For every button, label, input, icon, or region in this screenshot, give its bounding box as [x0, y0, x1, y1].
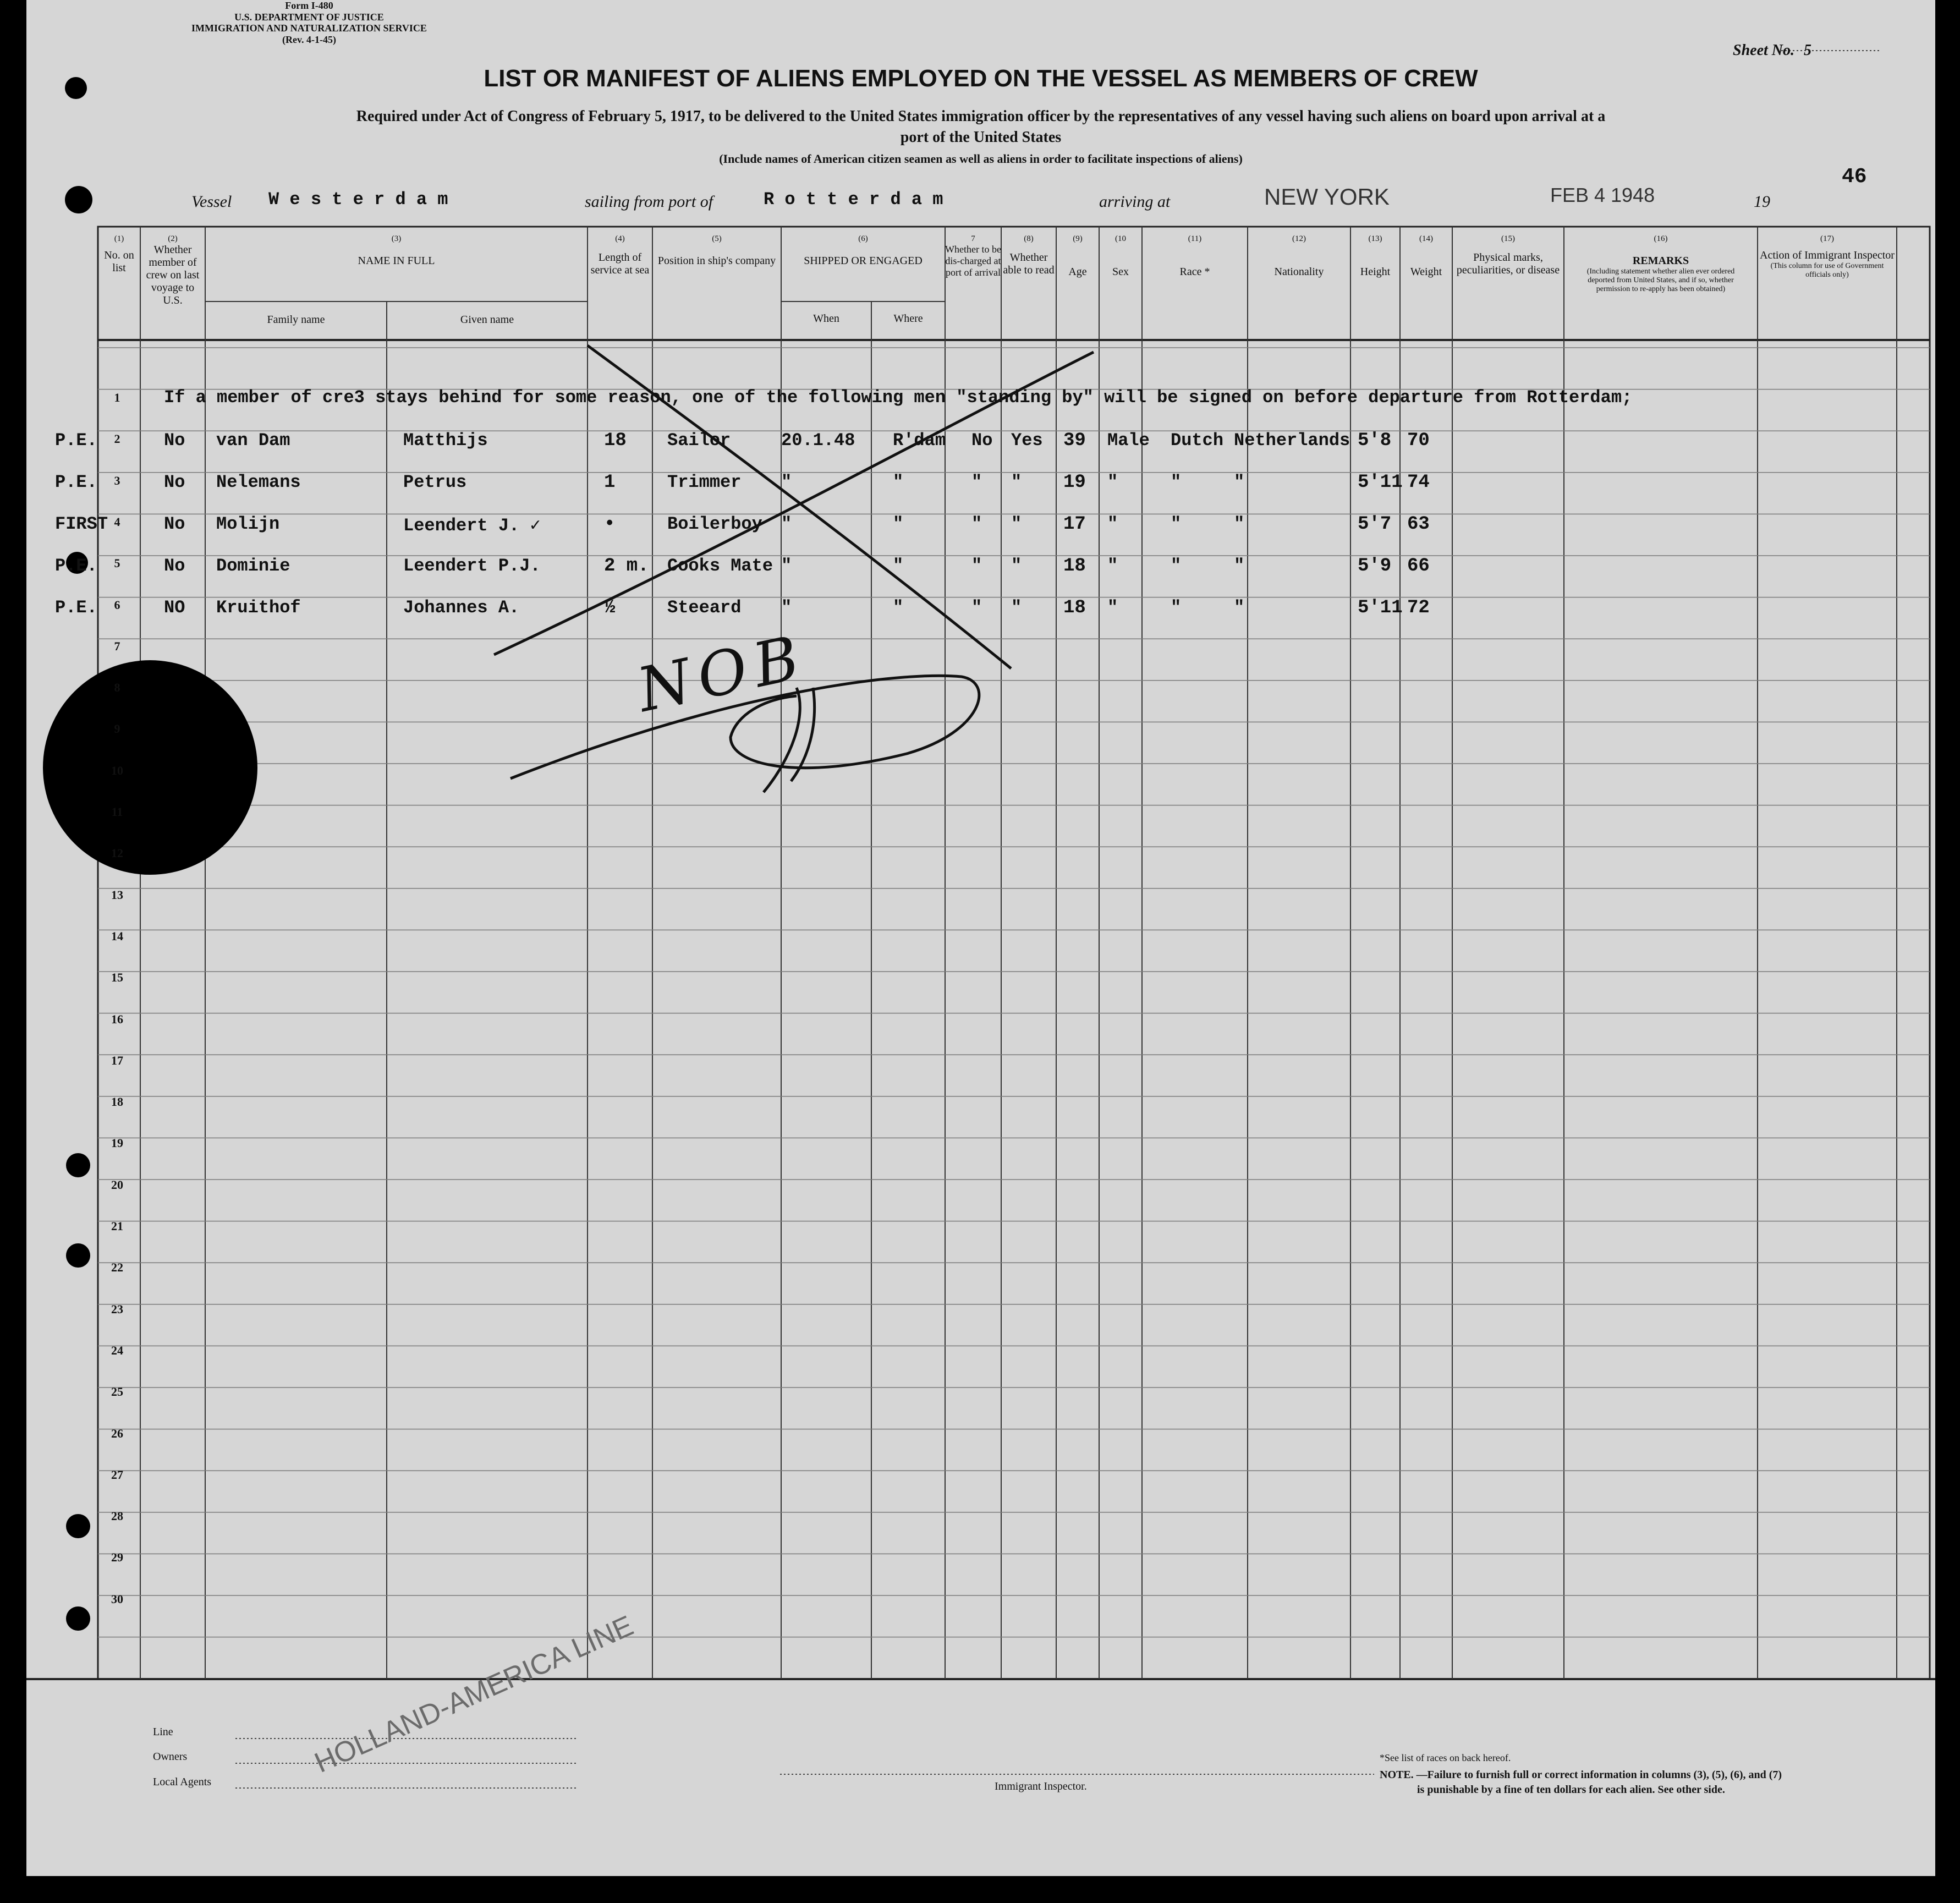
crew-discharge: ": [971, 597, 982, 618]
punch-hole: [66, 1606, 90, 1631]
punch-hole: [66, 1153, 90, 1177]
crew-service-length: ½: [604, 597, 616, 618]
crew-prev-voyage: No: [164, 556, 185, 576]
crew-age: 19: [1063, 472, 1086, 493]
col-6-number: (6): [858, 234, 868, 243]
row-number: 24: [111, 1343, 123, 1357]
row-number: 12: [111, 846, 123, 860]
crew-prev-voyage: No: [164, 514, 185, 534]
row-number: 17: [111, 1053, 123, 1067]
crew-weight: 63: [1407, 514, 1430, 535]
col-remarks: REMARKS: [1632, 255, 1689, 267]
sheet-number: 5: [1804, 42, 1811, 59]
crew-able-to-read: ": [1011, 472, 1022, 492]
row-number: 26: [111, 1426, 123, 1440]
footer-agents-label: Local Agents: [153, 1776, 212, 1788]
row-number: 6: [114, 597, 120, 612]
crew-race: Dutch: [1171, 430, 1224, 451]
col-sex: Sex: [1112, 266, 1129, 278]
crew-weight: 66: [1407, 556, 1430, 577]
col-15-number: (15): [1501, 234, 1515, 243]
crew-weight: 70: [1407, 430, 1430, 451]
crew-family-name: Molijn: [216, 514, 280, 534]
crew-height: 5'7: [1358, 514, 1392, 535]
crew-nationality: ": [1234, 472, 1245, 492]
form-number: Form I-480: [285, 0, 333, 11]
crew-height: 5'8: [1358, 430, 1392, 451]
crew-service-length: 18: [604, 430, 627, 451]
crew-height: 5'9: [1358, 556, 1392, 577]
page-number: 46: [1842, 165, 1867, 189]
col-when: When: [813, 312, 839, 325]
crew-nationality: Netherlands: [1234, 430, 1350, 451]
col-10-number: (10: [1115, 234, 1126, 243]
crew-shipped-where: ": [893, 514, 904, 534]
crew-position: Cooks Mate: [667, 556, 773, 576]
crew-height: 5'11: [1358, 597, 1403, 618]
sheet-label: Sheet No.: [1733, 42, 1794, 59]
crew-shipped-when: 20.1.48: [781, 430, 855, 451]
header-line-3: (Include names of American citizen seamen as well as aliens in order to facilitate inspections of aliens): [719, 152, 1243, 166]
crew-able-to-read: Yes: [1011, 430, 1043, 451]
col-where: Where: [893, 312, 923, 325]
crew-position: Steeard: [667, 597, 742, 618]
col-3-number: (3): [391, 234, 402, 243]
row-number: 21: [111, 1219, 123, 1233]
standing-by-note: If a member of cre3 stays behind for some reason, one of the following men "standing by" will be signed on before departure from Rotterdam;: [164, 387, 1633, 408]
crew-height: 5'11: [1358, 472, 1403, 493]
crew-row-tag: P.E.: [55, 556, 97, 576]
col-5-number: (5): [712, 234, 722, 243]
crew-sex: Male: [1107, 430, 1150, 451]
col-12-number: (12): [1292, 234, 1306, 243]
row-number: 27: [111, 1467, 123, 1482]
crew-discharge: No: [971, 430, 993, 451]
row-number: 18: [111, 1095, 123, 1109]
punch-hole: [66, 1514, 90, 1538]
crew-able-to-read: ": [1011, 514, 1022, 534]
crew-row-tag: P.E.: [55, 472, 97, 492]
row-number: 28: [111, 1509, 123, 1523]
col-7-number: 7: [971, 234, 975, 243]
col-2-number: (2): [168, 234, 178, 243]
port-name: R o t t e r d a m: [764, 189, 943, 210]
crew-weight: 72: [1407, 597, 1430, 618]
col-able-to-read: Whether able to read: [1003, 251, 1055, 277]
col-14-number: (14): [1419, 234, 1433, 243]
row-number: 9: [114, 722, 120, 736]
col-inspector-note: (This column for use of Government officials only): [1770, 262, 1884, 279]
row-number: 2: [114, 432, 120, 446]
row-number: 30: [111, 1592, 123, 1606]
crew-shipped-when: ": [781, 472, 792, 492]
footer-line-label: Line: [153, 1726, 173, 1738]
crew-row-tag: FIRST: [55, 514, 108, 534]
manifest-title: LIST OR MANIFEST OF ALIENS EMPLOYED ON THE VESSEL AS MEMBERS OF CREW: [484, 65, 1478, 92]
col-discharged: Whether to be dis-charged at port of arrival: [945, 244, 1001, 278]
col-race: Race *: [1179, 266, 1210, 278]
crew-prev-voyage: No: [164, 472, 185, 492]
row-number: 19: [111, 1136, 123, 1150]
col-previous-voyage: Whether member of crew on last voyage to U.S.: [146, 244, 200, 307]
crew-family-name: Kruithof: [216, 597, 301, 618]
form-dept: U.S. DEPARTMENT OF JUSTICE: [234, 11, 384, 23]
col-nationality: Nationality: [1274, 266, 1324, 278]
crew-row-tag: P.E.: [55, 597, 97, 618]
row-number: 15: [111, 970, 123, 985]
col-family-name: Family name: [267, 314, 325, 326]
col-shipped-engaged: SHIPPED OR ENGAGED: [804, 255, 923, 267]
crew-position: Boilerboy: [667, 514, 762, 534]
crew-shipped-where: ": [893, 597, 904, 618]
crew-race: ": [1171, 556, 1182, 576]
punch-hole: [65, 186, 92, 213]
row-number: 29: [111, 1550, 123, 1565]
header-line-2: port of the United States: [900, 129, 1062, 146]
crew-race: ": [1171, 514, 1182, 534]
crew-shipped-where: R'dam: [893, 430, 946, 451]
row-number: 4: [114, 514, 120, 529]
crew-able-to-read: ": [1011, 597, 1022, 618]
punch-hole: [66, 1243, 90, 1268]
col-physical-marks: Physical marks, peculiarities, or disease: [1456, 251, 1560, 277]
sailing-label: sailing from port of: [585, 193, 713, 211]
col-4-number: (4): [615, 234, 625, 243]
crew-shipped-when: ": [781, 597, 792, 618]
crew-race: ": [1171, 472, 1182, 492]
torn-hole: [43, 660, 257, 875]
handwritten-nob: NOB: [632, 621, 813, 726]
crew-age: 18: [1063, 597, 1086, 618]
col-16-number: (16): [1654, 234, 1668, 243]
col-position: Position in ship's company: [657, 255, 776, 267]
row-number: 3: [114, 473, 120, 487]
row-number: 20: [111, 1177, 123, 1192]
crew-nationality: ": [1234, 514, 1245, 534]
row-number: 10: [111, 763, 123, 777]
col-11-number: (11): [1188, 234, 1202, 243]
col-length-of-service: Length of service at sea: [590, 251, 650, 277]
manifest-sheet: [26, 0, 1935, 1876]
crew-family-name: Nelemans: [216, 472, 301, 492]
crew-discharge: ": [971, 472, 982, 492]
crew-discharge: ": [971, 556, 982, 576]
row-number: 22: [111, 1260, 123, 1275]
col-name-in-full: NAME IN FULL: [358, 255, 435, 267]
row-number: 7: [114, 639, 120, 653]
crew-weight: 74: [1407, 472, 1430, 493]
arrival-port: NEW YORK: [1264, 184, 1390, 210]
arrival-date: FEB 4 1948: [1550, 184, 1655, 206]
crew-discharge: ": [971, 514, 982, 534]
col-age: Age: [1068, 266, 1087, 278]
col-given-name: Given name: [460, 314, 514, 326]
crew-sex: ": [1107, 514, 1118, 534]
row-number: 5: [114, 556, 120, 571]
crew-given-name: Leendert J. ✓: [403, 515, 541, 536]
col-height: Height: [1360, 266, 1391, 278]
crew-row-tag: P.E.: [55, 430, 97, 451]
crew-nationality: ": [1234, 597, 1245, 618]
col-9-number: (9): [1073, 234, 1083, 243]
crew-given-name: Matthijs: [403, 430, 488, 451]
year-label: 19: [1754, 193, 1770, 211]
arriving-label: arriving at: [1099, 193, 1171, 211]
crew-shipped-where: ": [893, 556, 904, 576]
crew-prev-voyage: No: [164, 430, 185, 451]
crew-position: Trimmer: [667, 472, 742, 492]
col-weight: Weight: [1410, 266, 1442, 278]
crew-shipped-when: ": [781, 514, 792, 534]
col-inspector-action: Action of Immigrant Inspector: [1760, 249, 1895, 262]
col-13-number: (13): [1368, 234, 1382, 243]
form-rev: (Rev. 4-1-45): [282, 34, 336, 46]
crew-service-length: 1: [604, 472, 616, 493]
crew-service-length: 2 m.: [604, 556, 649, 577]
races-note: *See list of races on back hereof.: [1380, 1752, 1511, 1763]
col-remarks-note: (Including statement whether alien ever ordered deported from United States, and if so, whether permission to re-apply has been obtained): [1586, 267, 1735, 294]
crew-shipped-when: ": [781, 556, 792, 576]
row-number: 13: [111, 887, 123, 902]
vessel-name: W e s t e r d a m: [268, 189, 448, 210]
row-number: 25: [111, 1385, 123, 1399]
crew-shipped-where: ": [893, 472, 904, 492]
crew-able-to-read: ": [1011, 556, 1022, 576]
crew-race: ": [1171, 597, 1182, 618]
penalty-note-cont: is punishable by a fine of ten dollars for each alien. See other side.: [1417, 1784, 1725, 1796]
crew-given-name: Petrus: [403, 472, 467, 492]
crew-sex: ": [1107, 472, 1118, 492]
crew-age: 18: [1063, 556, 1086, 577]
col-8-number: (8): [1024, 234, 1034, 243]
crew-given-name: Johannes A.: [403, 597, 520, 618]
crew-age: 17: [1063, 514, 1086, 535]
row-number: 11: [111, 805, 123, 819]
col-1-number: (1): [114, 234, 124, 243]
col-no-on-list: No. on list: [104, 249, 134, 275]
row-number: 14: [111, 929, 123, 943]
row-number: 8: [114, 681, 120, 695]
crew-family-name: Dominie: [216, 556, 290, 576]
crew-sex: ": [1107, 556, 1118, 576]
penalty-note: NOTE. —Failure to furnish full or correct information in columns (3), (5), (6), and (7): [1380, 1769, 1782, 1781]
col-17-number: (17): [1820, 234, 1834, 243]
immigrant-inspector-label: Immigrant Inspector.: [995, 1780, 1087, 1792]
footer-owners-label: Owners: [153, 1751, 188, 1763]
row-number: 23: [111, 1302, 123, 1316]
vessel-label: Vessel: [191, 193, 232, 211]
crew-sex: ": [1107, 597, 1118, 618]
form-service: IMMIGRATION AND NATURALIZATION SERVICE: [191, 23, 427, 34]
crew-position: Sailor: [667, 430, 731, 451]
crew-given-name: Leendert P.J.: [403, 556, 541, 576]
crew-family-name: van Dam: [216, 430, 290, 451]
crew-service-length: •: [604, 514, 616, 535]
header-line-1: Required under Act of Congress of February 5, 1917, to be delivered to the United States immigration officer by the representatives of any vessel having such aliens on board upon arrival at a: [356, 108, 1606, 125]
crew-prev-voyage: NO: [164, 597, 185, 618]
row-number: 1: [114, 391, 120, 404]
row-number: 16: [111, 1012, 123, 1026]
crew-age: 39: [1063, 430, 1086, 451]
crew-nationality: ": [1234, 556, 1245, 576]
holland-america-stamp: HOLLAND-AMERICA LINE: [310, 1609, 638, 1779]
